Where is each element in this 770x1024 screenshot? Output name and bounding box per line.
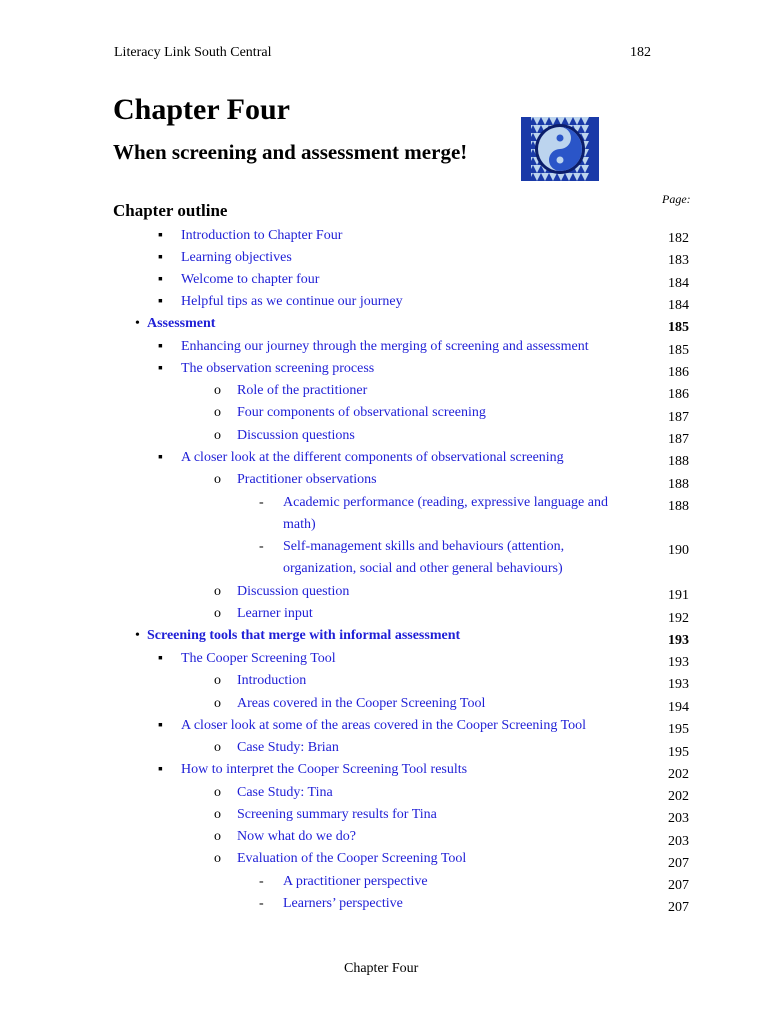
chapter-title: Chapter Four <box>113 93 290 126</box>
toc-entry-title[interactable]: Now what do we do? <box>237 829 356 844</box>
toc-page-number: 207 <box>668 878 689 893</box>
toc-page-number: 188 <box>668 499 689 514</box>
toc-bullet: ▪ <box>158 294 163 309</box>
toc-entry-title[interactable]: Case Study: Brian <box>237 740 339 755</box>
toc-bullet: o <box>214 405 221 420</box>
toc-bullet: o <box>214 584 221 599</box>
toc-bullet: ▪ <box>158 450 163 465</box>
toc-entry-title[interactable]: Introduction to Chapter Four <box>181 228 343 243</box>
toc-entry-title[interactable]: Case Study: Tina <box>237 785 333 800</box>
toc-page-number: 203 <box>668 834 689 849</box>
toc-entry-title[interactable]: Academic performance (reading, expressive language and <box>283 495 608 510</box>
toc-page-number: 195 <box>668 722 689 737</box>
toc-entry-title[interactable]: The Cooper Screening Tool <box>181 651 336 666</box>
toc-page-number: 202 <box>668 789 689 804</box>
toc-entry-title[interactable]: Learner input <box>237 606 313 621</box>
toc-entry-title[interactable]: A closer look at some of the areas covered in the Cooper Screening Tool <box>181 718 587 733</box>
toc-entry-title[interactable]: Discussion question <box>237 584 350 599</box>
yin-yang-icon <box>521 117 599 181</box>
toc-bullet: • <box>135 316 140 331</box>
toc-bullet: - <box>259 874 264 889</box>
toc-page-number: 202 <box>668 767 689 782</box>
toc-page-number: 186 <box>668 365 689 380</box>
toc-entry-title[interactable]: The observation screening process <box>181 361 375 376</box>
toc-page-number: 207 <box>668 856 689 871</box>
toc-page-number: 207 <box>668 900 689 915</box>
toc-entry-title[interactable]: Role of the practitioner <box>237 383 368 398</box>
toc-entry-title[interactable]: Learners’ perspective <box>283 896 403 911</box>
toc-bullet: ▪ <box>158 651 163 666</box>
toc-bullet: - <box>259 539 264 554</box>
toc-page-number: 192 <box>668 611 689 626</box>
toc-entry-title-continued[interactable]: math) <box>283 517 316 532</box>
toc-bullet: - <box>259 896 264 911</box>
toc-bullet: o <box>214 383 221 398</box>
toc-entry-title[interactable]: Screening summary results for Tina <box>237 807 437 822</box>
toc-entry-title[interactable]: A practitioner perspective <box>283 874 428 889</box>
toc-page-number: 203 <box>668 811 689 826</box>
toc-page-number: 186 <box>668 387 689 402</box>
toc-entry-title[interactable]: Evaluation of the Cooper Screening Tool <box>237 851 467 866</box>
toc-page-number: 193 <box>668 633 689 648</box>
toc-bullet: o <box>214 785 221 800</box>
toc-page-number: 193 <box>668 677 689 692</box>
toc-bullet: • <box>135 628 140 643</box>
toc-entry-title[interactable]: Practitioner observations <box>237 472 377 487</box>
toc-page-number: 190 <box>668 543 689 558</box>
toc-bullet: o <box>214 696 221 711</box>
toc-bullet: ▪ <box>158 361 163 376</box>
toc-entry-title[interactable]: Assessment <box>147 316 216 331</box>
toc-bullet: ▪ <box>158 272 163 287</box>
toc-page-number: 191 <box>668 588 689 603</box>
toc-page-number: 194 <box>668 700 689 715</box>
toc-entry-title[interactable]: Screening tools that merge with informal assessment <box>147 628 461 643</box>
toc-bullet: ▪ <box>158 250 163 265</box>
toc-bullet: o <box>214 428 221 443</box>
toc-page-number: 195 <box>668 745 689 760</box>
toc-entry-title[interactable]: Helpful tips as we continue our journey <box>181 294 403 309</box>
toc-page-number: 185 <box>668 343 689 358</box>
toc-page-number: 184 <box>668 276 689 291</box>
toc-bullet: ▪ <box>158 339 163 354</box>
toc-entry-title-continued[interactable]: organization, social and other general behaviours) <box>283 561 563 576</box>
toc-page-number: 193 <box>668 655 689 670</box>
outline-heading: Chapter outline <box>113 201 228 220</box>
toc-bullet: - <box>259 495 264 510</box>
toc-bullet: ▪ <box>158 718 163 733</box>
toc-bullet: o <box>214 673 221 688</box>
toc-entry-title[interactable]: Areas covered in the Cooper Screening Tool <box>237 696 486 711</box>
toc-bullet: ▪ <box>158 762 163 777</box>
toc-entry-title[interactable]: Discussion questions <box>237 428 355 443</box>
header-page-number: 182 <box>630 45 651 60</box>
toc-bullet: o <box>214 807 221 822</box>
toc-page-number: 183 <box>668 253 689 268</box>
toc-bullet: o <box>214 606 221 621</box>
toc-entry-title[interactable]: Four components of observational screening <box>237 405 486 420</box>
toc-page-number: 187 <box>668 432 689 447</box>
toc-bullet: ▪ <box>158 228 163 243</box>
toc-entry-title[interactable]: Welcome to chapter four <box>181 272 320 287</box>
toc-page-number: 188 <box>668 477 689 492</box>
toc-bullet: o <box>214 851 221 866</box>
toc-entry-title[interactable]: Introduction <box>237 673 307 688</box>
toc-entry-title[interactable]: How to interpret the Cooper Screening Tool results <box>181 762 468 777</box>
chapter-subtitle: When screening and assessment merge! <box>113 140 468 164</box>
toc-page-number: 188 <box>668 454 689 469</box>
running-header: Literacy Link South Central <box>114 45 272 60</box>
page-column-label: Page: <box>662 192 691 206</box>
toc-entry-title[interactable]: Learning objectives <box>181 250 292 265</box>
toc-entry-title[interactable]: Self-management skills and behaviours (attention, <box>283 539 565 554</box>
toc-page-number: 185 <box>668 320 689 335</box>
page-footer: Chapter Four <box>344 961 419 976</box>
toc-page-number: 187 <box>668 410 689 425</box>
toc-page-number: 182 <box>668 231 689 246</box>
toc-page-number: 184 <box>668 298 689 313</box>
toc-bullet: o <box>214 829 221 844</box>
toc-bullet: o <box>214 472 221 487</box>
toc-entry-title[interactable]: Enhancing our journey through the merging of screening and assessment <box>181 339 589 354</box>
toc-entry-title[interactable]: A closer look at the different components of observational screening <box>181 450 564 465</box>
toc-bullet: o <box>214 740 221 755</box>
